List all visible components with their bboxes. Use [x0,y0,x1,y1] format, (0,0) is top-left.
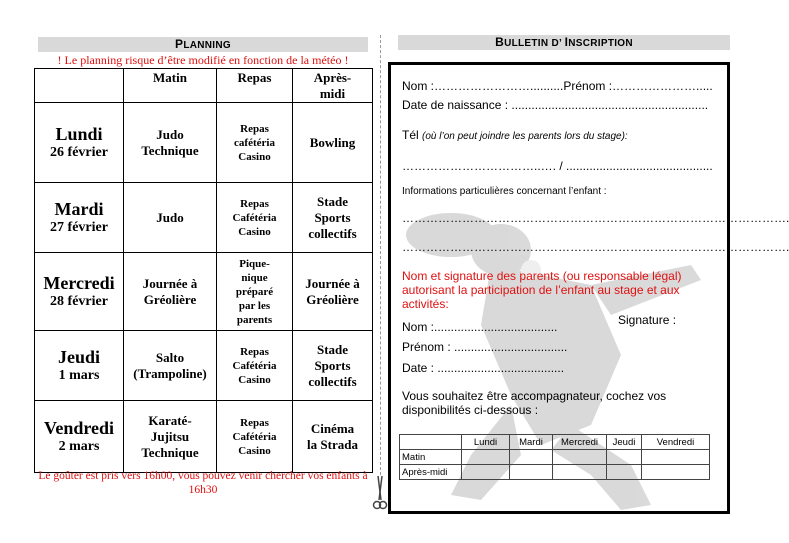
birthdate-field[interactable]: Date de naissance : ........................................................... [402,98,709,112]
infos-line-1[interactable]: ……………………………………………………………………………………. [402,211,789,225]
scissors-icon [371,474,389,512]
repas-cell: Repas Cafétéria Casino [217,183,293,253]
checkbox-cell[interactable] [607,450,642,465]
sig-prenom-field[interactable]: Prénom : .................................. [402,340,568,354]
corner-cell [35,69,124,103]
infos-label: Informations particulières concernant l’enfant : [402,186,607,197]
tel-field[interactable]: ……………………………..…. / ............................................ [402,159,713,173]
checkbox-cell[interactable] [642,465,710,480]
col-mardi: Mardi [510,435,553,450]
availability-corner [400,435,462,450]
matin-cell: Salto (Trampoline) [124,331,217,401]
nom-prenom-field[interactable]: Nom :……………………..........Prénom :…………………..... [402,79,713,93]
sig-nom-field[interactable]: Nom :..................................... [402,320,558,334]
table-row [35,183,373,253]
col-header-apres-midi: Après-midi [293,69,373,103]
matin-cell: Karaté-Jujitsu Technique [124,401,217,473]
cut-line [380,35,381,475]
day-date: 2 mars [58,439,100,454]
day-name: Jeudi [57,347,100,367]
sig-date-field[interactable]: Date : ...................................... [402,361,565,375]
table-row [35,331,373,401]
checkbox-cell[interactable] [462,465,510,480]
col-vendredi: Vendredi [642,435,710,450]
day-date: 26 février [50,145,108,160]
table-cell [35,331,124,401]
inscription-form [388,62,789,514]
table-row [400,450,710,465]
table-row [35,401,373,473]
col-mercredi: Mercredi [553,435,607,450]
checkbox-cell[interactable] [553,450,607,465]
day-name: Mardi [54,199,104,219]
day-date: 28 février [50,294,108,309]
table-cell [35,253,124,331]
checkbox-cell[interactable] [510,465,553,480]
col-header-repas: Repas [217,69,293,103]
availability-table [399,434,710,480]
planning-header-row [35,69,373,103]
repas-cell: Pique-nique préparé par les parents [217,253,293,331]
checkbox-cell[interactable] [642,450,710,465]
col-lundi: Lundi [462,435,510,450]
checkbox-cell[interactable] [462,450,510,465]
planning-header: PLANNING [38,37,368,52]
day-date: 27 février [50,220,108,235]
table-row [400,465,710,480]
apres-cell: Stade Sports collectifs [293,183,373,253]
tel-note: (où l’on peut joindre les parents lors du stage): [422,131,628,142]
repas-cell: Repas Cafétéria Casino [217,401,293,473]
day-date: 1 mars [58,368,100,383]
matin-cell: Journée à Gréolière [124,253,217,331]
day-name: Vendredi [43,418,115,438]
weather-warning: ! Le planning risque d’être modifié en fonction de la météo ! [57,53,349,67]
table-cell [35,183,124,253]
availability-header-row [400,435,710,450]
snack-note: Le goûter est pris vers 16h00, vous pouvez venir chercher vos enfants à 16h30 [38,470,368,496]
inscription-header: BULLETIN D’ INSCRIPTION [398,35,730,50]
accompagnateur-text: Vous souhaitez être accompagnateur, cochez vos disponibilités ci-dessous : [402,389,667,417]
table-cell [35,103,124,183]
checkbox-cell[interactable] [553,465,607,480]
table-row [35,253,373,331]
table-cell [35,401,124,473]
apres-cell: Stade Sports collectifs [293,331,373,401]
planning-table [34,68,373,473]
apres-cell: Bowling [293,103,373,183]
col-header-matin: Matin [124,69,217,103]
day-name: Lundi [55,124,103,144]
row-label: Après-midi [400,465,462,480]
table-row [35,103,373,183]
infos-line-2[interactable]: ……………………………………………………………………………………. [402,240,789,254]
consent-text: Nom et signature des parents (ou responsable légal) autorisant la participation de l’enfant au stage et aux activités: [402,269,682,311]
repas-cell: Repas cafétéria Casino [217,103,293,183]
checkbox-cell[interactable] [607,465,642,480]
repas-cell: Repas Cafétéria Casino [217,331,293,401]
matin-cell: Judo Technique [124,103,217,183]
apres-cell: Cinéma la Strada [293,401,373,473]
row-label: Matin [400,450,462,465]
signature-label: Signature : [618,313,677,327]
tel-label: Tél (où l’on peut joindre les parents lors du stage): [402,128,628,142]
col-jeudi: Jeudi [607,435,642,450]
apres-cell: Journée à Gréolière [293,253,373,331]
matin-cell: Judo [124,183,217,253]
checkbox-cell[interactable] [510,450,553,465]
day-name: Mercredi [43,273,115,293]
